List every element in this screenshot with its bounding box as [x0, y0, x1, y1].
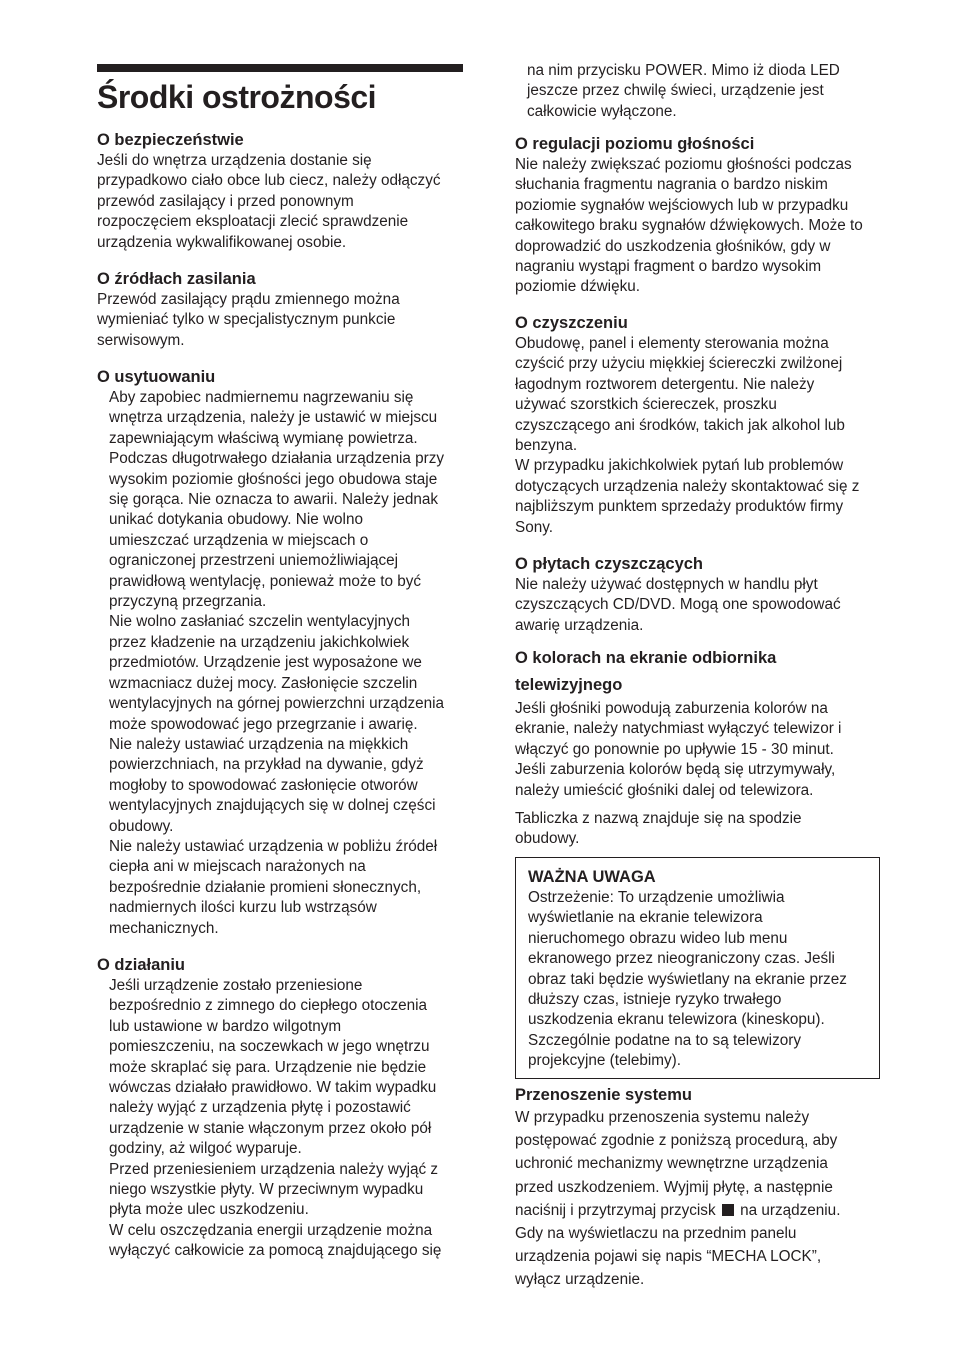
text-line: może skraplać się para. Urządzenie nie będzie [109, 1058, 427, 1076]
section-body [515, 699, 887, 801]
text-line: urządzenia wykwalifikowanej osobie. [97, 233, 347, 251]
stop-square-icon [722, 1204, 734, 1216]
text-line: ekranie, należy natychmiast wyłączyć telewizor i [515, 720, 842, 738]
text-line: Aby zapobiec nadmiernemu nagrzewaniu się [109, 389, 414, 406]
section-power [97, 268, 469, 351]
text-line: mechanicznych. [109, 919, 219, 937]
text-line: wentylacyjnych znajdujących się w dolnej części [109, 797, 436, 815]
text-line: bezpośrednie działanie promieni słonecznych, [109, 878, 422, 896]
text-line: czyścić przy użyciu miękkiej ściereczki zwilżonej [515, 355, 843, 373]
section-placement [97, 366, 469, 939]
text-line: przypadkowo ciało obce lub ciecz, należy odłączyć [97, 172, 441, 190]
text-line: czyszczących CD/DVD. Mogą one spowodować [515, 596, 841, 614]
text-line: należy wyjąć z urządzenia płytę i pozostawić [109, 1099, 411, 1117]
text-line: Sony. [515, 518, 553, 536]
section-body [515, 575, 887, 636]
text-line: obraz taki będzie wyświetlany na ekranie przez [528, 970, 847, 988]
section-cleaning-discs [515, 553, 887, 636]
section-heading: O bezpieczeństwie [97, 131, 244, 149]
section-continued [515, 61, 887, 122]
section-heading: O regulacji poziomu głośności [515, 135, 755, 153]
text-line: nieruchomego obrazu wideo lub menu [528, 929, 788, 947]
section-body [97, 388, 469, 939]
text-line: wnętrza urządzenia, należy je ustawić w miejscu [109, 409, 438, 427]
text-line: uchronić mechanizmy wewnętrzne urządzenia [515, 1155, 828, 1173]
section-body [97, 976, 469, 1262]
text-line: nadmiernych ilości kurzu lub wstrząsów [109, 899, 377, 917]
text-line: poziomie dźwięku. [515, 278, 640, 296]
text-line: Przewód zasilający prądu zmiennego można [97, 291, 400, 308]
text-line: Nie należy ustawiać urządzenia w pobliżu źródeł [109, 837, 438, 855]
text-line: wymieniać tylko w specjalistycznym punkcie [97, 311, 396, 329]
text-line: używać szorstkich ściereczek, proszku [515, 396, 777, 414]
text-line: Jeśli urządzenie zostało przeniesione [109, 977, 363, 994]
text-line: obudowy. [515, 830, 580, 848]
text-line: czyszczącego ani środków, takich jak alkohol lub [515, 416, 845, 434]
text-line: Jeśli głośniki powodują zaburzenia kolorów na [515, 700, 828, 717]
text-line: dłuższy czas, istnieje ryzyko trwałego [528, 991, 782, 1009]
text-line: Tabliczka z nazwą znajduje się na spodzie [515, 810, 802, 827]
notice-heading: WAŻNA UWAGA [528, 868, 656, 886]
text-line: wówczas działało prawidłowo. W takim wypadku [109, 1079, 437, 1097]
text-line: Jeśli zaburzenia kolorów będą się utrzymywały, [515, 761, 836, 779]
section-heading: O źródłach zasilania [97, 270, 256, 288]
text-line: bezpośrednio z zimnego do ciepłego otoczenia [109, 997, 428, 1015]
notice-body [528, 888, 867, 1072]
text-line: urządzenia pojawi się napis “MECHA LOCK”, [515, 1248, 822, 1266]
text-line: Przed przeniesieniem urządzenia należy wyjąć z [109, 1160, 439, 1178]
text-fragment: na urządzeniu. [740, 1201, 841, 1219]
text-line: wyłącz urządzenie. [515, 1271, 645, 1289]
text-line: Nie należy używać dostępnych w handlu płyt [515, 576, 818, 593]
text-line: na nim przycisku POWER. Mimo iż dioda LED [527, 62, 840, 79]
section-body [97, 290, 469, 351]
section-nameplate [515, 809, 887, 850]
text-line: Nie należy zwiększać poziomu głośności podczas [515, 156, 852, 173]
text-line: Jeśli do wnętrza urządzenia dostanie się [97, 152, 372, 169]
text-line: ograniczonej przestrzeni uniemożliwiającej [109, 552, 399, 570]
text-line: nagraniu wystąpi fragment o bardzo wysokim [515, 258, 822, 276]
text-line: łagodnym roztworem detergentu. Nie należy [515, 375, 815, 393]
text-line: przez kładzenie na urządzeniu jakichkolwiek [109, 633, 410, 651]
page-title: Środki ostrożności [97, 79, 377, 115]
section-body [515, 334, 887, 538]
text-line: wzmacniacz dużej mocy. Zasłonięcie szczelin [109, 674, 418, 692]
section-body [97, 151, 469, 253]
text-line: unikać dotykania obudowy. Nie wolno [109, 511, 363, 529]
section-heading-continued: telewizyjnego [515, 676, 623, 694]
text-line: całkowitego braku sygnałów dźwiękowych. Może to [515, 217, 863, 235]
text-line: Gdy na wyświetlaczu na przednim panelu [515, 1225, 797, 1243]
text-line: projekcyjne (telebimy). [528, 1052, 682, 1070]
text-line: niego wszystkie płyty. W przeciwnym wypadku [109, 1181, 424, 1199]
section-heading: O płytach czyszczących [515, 555, 704, 573]
text-line: Nie należy ustawiać urządzenia na miękkich [109, 735, 409, 753]
section-body [515, 155, 887, 298]
text-line: Szczególnie podatne na to są telewizory [528, 1031, 801, 1049]
text-line: zapewniającym właściwą wymianę powietrza. [109, 429, 418, 447]
text-line: godziny, aż wilgoć wyparuje. [109, 1140, 302, 1158]
text-line: doprowadzić do uszkodzenia głośników, gdy w [515, 237, 831, 255]
text-line: Obudowę, panel i elementy sterowania można [515, 335, 829, 352]
section-transport [515, 1084, 887, 1292]
text-line: najbliższym punktem sprzedaży produktów firmy [515, 498, 844, 516]
text-line: Ostrzeżenie: To urządzenie umożliwia [528, 889, 785, 906]
text-fragment: naciśnij i przytrzymaj przycisk [515, 1201, 716, 1219]
text-line: benzyna. [515, 437, 578, 455]
text-line: rozpoczęciem eksploatacji zlecić sprawdzenie [97, 213, 409, 231]
text-line: Nie wolno zasłaniać szczelin wentylacyjnych [109, 613, 410, 631]
section-body [515, 1106, 887, 1292]
text-line: dotyczących urządzenia należy skontaktować się z [515, 477, 860, 495]
section-heading: O działaniu [97, 956, 186, 974]
text-line: słuchania fragmentu nagrania o bardzo niskim [515, 176, 828, 194]
text-line: mogłoby to spowodować zasłonięcie otworów [109, 776, 418, 794]
text-line: W celu oszczędzania energii urządzenie można [109, 1221, 433, 1239]
section-heading: O kolorach na ekranie odbiornika [515, 649, 777, 667]
text-line: należy umieścić głośniki dalej od telewizora. [515, 781, 814, 799]
text-line: włączyć go ponownie po upływie 15 - 30 minut. [515, 740, 834, 758]
text-line: prawidłową wentylację, ponieważ może to być [109, 572, 422, 590]
text-line: przewód zasilający i przed ponownym [97, 192, 354, 210]
text-line: urządzenie w stanie włączonym przez około pół [109, 1119, 432, 1137]
section-heading: O czyszczeniu [515, 314, 628, 332]
text-line: wentylacyjnych na górnej powierzchni urządzenia [109, 695, 445, 713]
section-volume [515, 133, 887, 298]
section-safety [97, 129, 469, 253]
text-line: wyświetlanie na ekranie telewizora [528, 909, 763, 927]
text-line: jeszcze przez chwilę świeci, urządzenie jest [527, 82, 824, 100]
text-line: uszkodzenia ekranu telewizora (kineskopu). [528, 1011, 825, 1029]
text-line: poziomie sygnałów wejściowych lub w przypadku [515, 196, 849, 214]
text-line: W przypadku przenoszenia systemu należy [515, 1109, 810, 1126]
text-line: postępować zgodnie z poniższą procedurą, aby [515, 1132, 838, 1150]
important-notice-box [515, 857, 880, 1079]
text-line-with-icon [515, 1199, 887, 1222]
text-line: pomieszczeniu, na soczewkach w jego wnętrzu [109, 1038, 430, 1056]
text-line: wysokim poziomie głośności jego obudowa staje [109, 470, 438, 488]
section-heading: O usytuowaniu [97, 368, 216, 386]
section-heading: Przenoszenie systemu [515, 1086, 692, 1104]
section-cleaning [515, 312, 887, 538]
text-line: lub ustawione w bardzo wilgotnym [109, 1017, 342, 1035]
text-line: obudowy. [109, 817, 174, 835]
text-line: ciepła ani w miejscach narażonych na [109, 858, 366, 876]
text-line: powierzchniach, na przykład na dywanie, gdyż [109, 756, 424, 774]
text-line: ekranowego przez nieograniczony czas. Jeśli [528, 950, 835, 968]
text-line: całkowicie wyłączone. [527, 102, 677, 120]
text-line: przyczyną przegrzania. [109, 593, 267, 611]
text-line: awarię urządzenia. [515, 616, 644, 634]
text-line: przedmiotów. Urządzenie jest wyposażone we [109, 654, 422, 672]
text-line: płyta może ulec uszkodzeniu. [109, 1201, 309, 1219]
text-line: może spowodować jego przegrzanie i awarię. [109, 715, 418, 733]
text-line: Podczas długotrwałego działania urządzenia przy [109, 450, 445, 468]
text-line: się gorąca. Nie oznacza to awarii. Należy jednak [109, 491, 439, 509]
text-line: serwisowym. [97, 331, 185, 349]
section-tv-colors [515, 645, 887, 801]
title-rule [97, 64, 463, 72]
text-line: W przypadku jakichkolwiek pytań lub problemów [515, 457, 844, 475]
text-line: umieszczać urządzenia w miejscach o [109, 531, 369, 549]
text-line: przed uszkodzeniem. Wyjmij płytę, a następnie [515, 1178, 833, 1196]
text-line: wyłączyć całkowicie za pomocą znajdującego się [109, 1242, 442, 1260]
section-operation [97, 954, 469, 1262]
